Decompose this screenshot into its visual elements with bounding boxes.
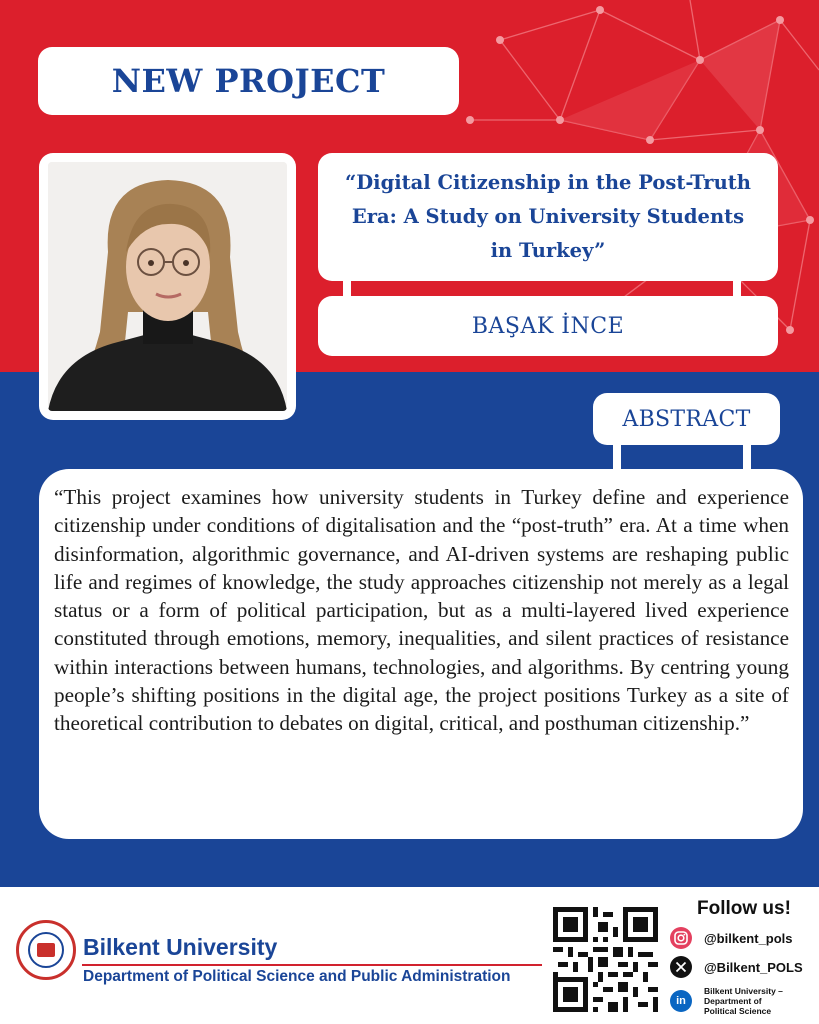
x-icon[interactable] <box>670 956 692 978</box>
researcher-name: BAŞAK İNCE <box>471 313 625 339</box>
researcher-photo-frame <box>39 153 296 420</box>
department-divider <box>82 964 542 966</box>
x-handle[interactable]: @Bilkent_POLS <box>704 959 803 975</box>
researcher-photo <box>48 162 287 411</box>
follow-us-heading: Follow us! <box>697 898 791 919</box>
researcher-name-card <box>318 296 778 356</box>
university-name: Bilkent University <box>83 934 278 960</box>
abstract-text: “This project examines how university students in Turkey define and experience citizenship under conditions of digitalisation and the “post-truth” era. At a time when disinformation, algorithmic governance, and AI-driven systems are reshaping public life and regimes of knowledge, the study approaches citizenship not merely as a legal status or a form of political participation, but as a multi-layered lived experience constituted through emotions, memory, inequalities, and silent practices of resistance within interactions between humans, technologies, and algorithms. By centring young people’s shifting positions in the digital age, the project positions Turkey as a site of theoretical contribution to debates on digital, critical, and posthuman citizenship.” <box>54 485 789 736</box>
new-project-badge <box>38 47 459 115</box>
instagram-icon[interactable] <box>670 927 692 949</box>
abstract-label: ABSTRACT <box>622 406 751 432</box>
new-project-label: NEW PROJECT <box>111 62 386 100</box>
abstract-connector-right <box>743 445 751 469</box>
bilkent-seal-logo <box>16 920 76 980</box>
linkedin-icon[interactable]: in <box>670 990 692 1012</box>
instagram-link[interactable] <box>670 927 793 949</box>
linkedin-link[interactable] <box>670 986 794 1016</box>
x-link[interactable] <box>670 956 803 978</box>
abstract-text-card <box>39 469 803 839</box>
project-title-card <box>318 153 778 281</box>
title-connector-right <box>733 281 741 296</box>
linkedin-handle[interactable]: Bilkent University – Department of Political Science <box>704 986 783 1016</box>
title-connector-left <box>343 281 351 296</box>
qr-code[interactable] <box>553 907 658 1012</box>
instagram-handle[interactable]: @bilkent_pols <box>704 930 793 946</box>
abstract-label-card <box>593 393 780 445</box>
department-name: Department of Political Science and Public Administration <box>83 968 511 985</box>
abstract-connector-left <box>613 445 621 469</box>
project-title: “Digital Citizenship in the Post-Truth Era: A Study on University Students in Turkey” <box>345 171 751 262</box>
